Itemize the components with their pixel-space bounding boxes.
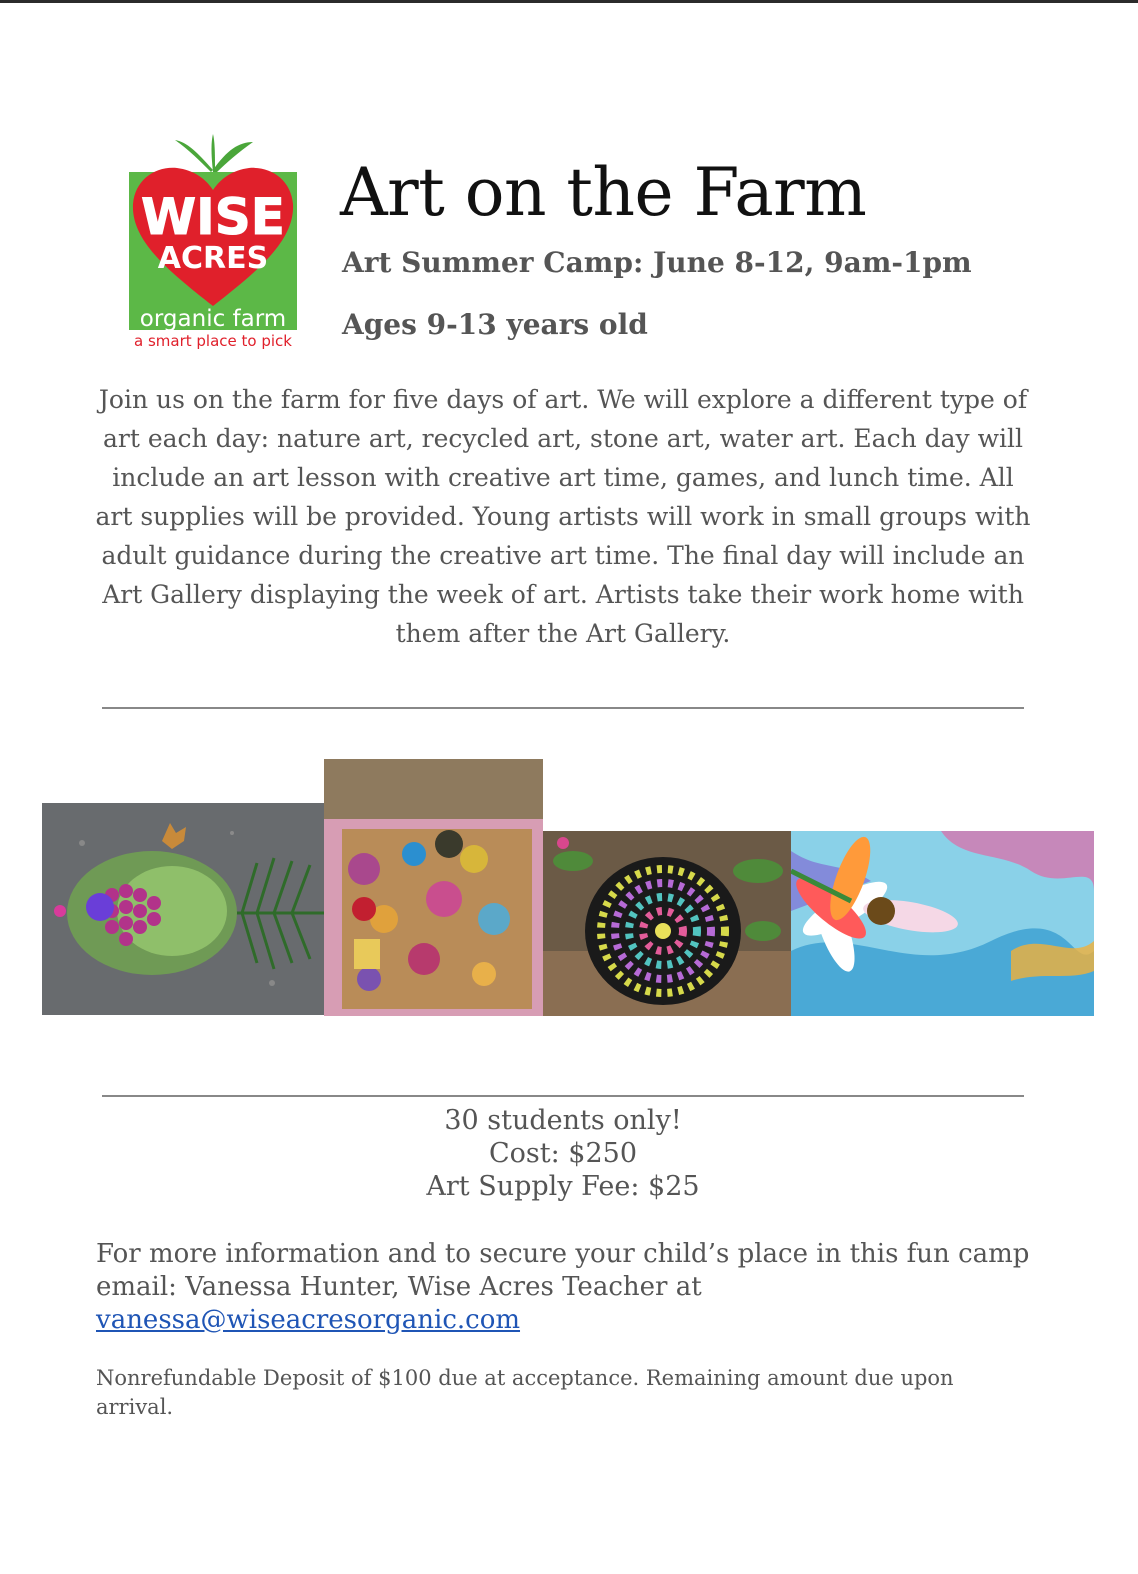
stone-art-photo [543, 831, 791, 1016]
logo-organic-farm-text: organic farm [139, 306, 287, 332]
deposit-note: Nonrefundable Deposit of $100 due at acceptance. Remaining amount due upon arrival. [96, 1366, 954, 1419]
recycled-art-photo [324, 759, 543, 1016]
nature-art-photo [42, 803, 326, 1015]
wise-acres-logo [127, 130, 299, 350]
logo-acres-text: ACRES [157, 241, 269, 276]
supply-fee-text: Art Supply Fee: $25 [426, 1171, 700, 1202]
contact-text: For more information and to secure your child’s place in this fun camp email: Vanessa Hunter, Wise Acres Teacher at [96, 1239, 1030, 1302]
cost-text: Cost: $250 [488, 1138, 637, 1169]
contact-info [96, 1238, 1056, 1337]
camp-dates: Art Summer Camp: June 8-12, 9am-1pm [342, 246, 972, 279]
camp-description: Join us on the farm for five days of art. We will explore a different type of art each day: nature art, recycled art, stone art, water art. Each day will include an art lesson with creative art time, games, and lunch time. All art supplies will be provided. Young artists will work in small groups with adult guidance during the creative art time. The final day will include an Art Gallery displaying the week of art. Artists take their work home with them after the Art Gallery. [95, 385, 1031, 648]
pricing-details [0, 1104, 1126, 1203]
top-border [0, 0, 1138, 3]
age-range: Ages 9-13 years old [342, 308, 648, 341]
water-art-photo [791, 831, 1094, 1016]
capacity-text: 30 students only! [444, 1105, 682, 1136]
page-title: Art on the Farm [340, 154, 867, 231]
logo-graphic [127, 130, 299, 332]
logo-wise-text: WISE [141, 188, 285, 246]
logo-tagline: a smart place to pick [134, 332, 292, 350]
divider-top [102, 707, 1024, 709]
divider-bottom [102, 1095, 1024, 1097]
email-link[interactable]: vanessa@wiseacresorganic.com [96, 1305, 521, 1335]
